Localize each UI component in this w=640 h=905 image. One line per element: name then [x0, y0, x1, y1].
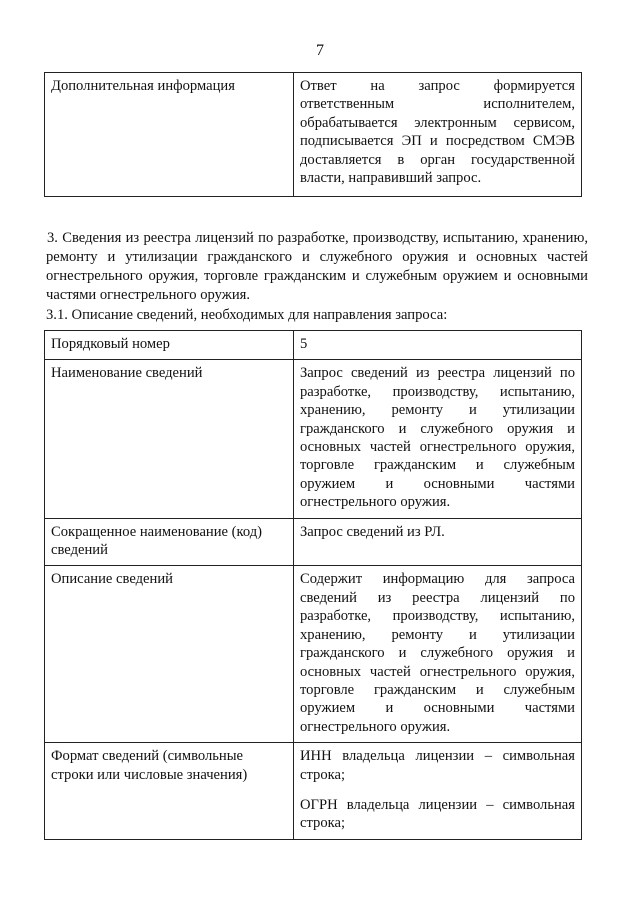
request-info-table [44, 330, 582, 840]
row-label: Формат сведений (символьные строки или числовые значения) [45, 743, 294, 840]
row-value: Запрос сведений из реестра лицензий по разработке, производству, испытанию, хранению, ремонту и утилизации гражданского и служебного оружия и основных частей огнестрельного оружия, торговле гражданским и служебным оружием и основными частями огнестрельного оружия. [294, 360, 582, 518]
row-label: Порядковый номер [45, 331, 294, 360]
section-heading: 3. Сведения из реестра лицензий по разработке, производству, испытанию, хранению, ремонту и утилизации гражданского и служебного оружия и основных частей огнестрельного оружия, торговле гражданским и служебным оружием и основными частями огнестрельного оружия. [46, 230, 588, 303]
table-row [45, 331, 582, 360]
table-row [45, 566, 582, 743]
table-row [45, 360, 582, 518]
row-value-group [294, 743, 582, 840]
subsection-heading: 3.1. Описание сведений, необходимых для направления запроса: [46, 307, 448, 323]
table-row [45, 73, 582, 197]
row-label: Описание сведений [45, 566, 294, 743]
additional-info-table [44, 72, 582, 197]
table-row [45, 518, 582, 566]
row-label: Наименование сведений [45, 360, 294, 518]
row-value: Запрос сведений из РЛ. [294, 518, 582, 566]
page-number: 7 [316, 42, 324, 59]
row-label: Дополнительная информация [45, 73, 294, 197]
row-value: Ответ на запрос формируется ответственным исполнителем, обрабатывается электронным сервисом, подписывается ЭП и посредством СМЭВ доставляется в орган государственной власти, направивший запрос. [294, 73, 582, 197]
row-value: Содержит информацию для запроса сведений из реестра лицензий по разработке, производству, испытанию, хранению, ремонту и утилизации гражданского и служебного оружия и основных частей огнестрельного оружия, торговле гражданским и служебным оружием и основными частями огнестрельного оружия. [294, 566, 582, 743]
row-value: 5 [294, 331, 582, 360]
row-label: Сокращенное наименование (код) сведений [45, 518, 294, 566]
row-value: ИНН владельца лицензии – символьная строка; [300, 748, 575, 783]
row-value: ОГРН владельца лицензии – символьная строка; [300, 796, 575, 832]
table-row [45, 743, 582, 840]
